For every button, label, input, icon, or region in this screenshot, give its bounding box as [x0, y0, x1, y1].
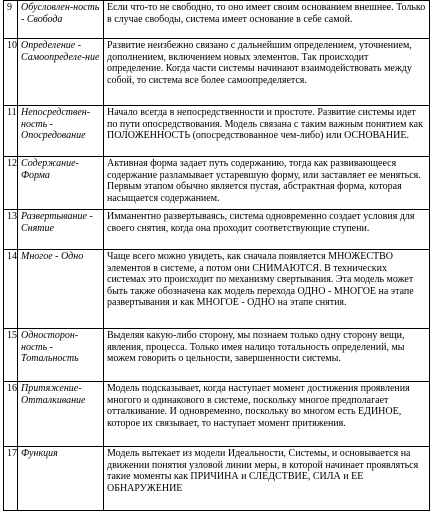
row-term: Содержание-Форма: [18, 157, 104, 210]
row-description: Развитие неизбежно связано с дальнейшим определением, уточнением, дополнением, включением новых элементов. Так происходит определение. Когда части системы начинают взаимодействовать между собой, то система все более самоопределяется.: [104, 39, 430, 106]
row-number: 10: [4, 39, 18, 106]
row-term: Функция: [18, 447, 104, 511]
row-term: Непосредствен-ность - Опосредование: [18, 106, 104, 157]
row-number: 14: [4, 250, 18, 329]
row-description: Если что-то не свободно, то оно имеет своим основанием внешнее. Только в случае свободы, система имеет основание в себе самой.: [104, 1, 430, 39]
table-row: [4, 106, 430, 157]
row-number: 13: [4, 210, 18, 250]
table-row: [4, 250, 430, 329]
row-description: Чаще всего можно увидеть, как сначала появляется МНОЖЕСТВО элементов в системе, а потом они СНИМАЮТСЯ. В технических системах это происходит по механизму свертывания. Эта модель может быть также обозначена как модель перехода ОДНО - МНОГОЕ на этапе развертывания и как МНОГОЕ - ОДНО на этапе снятия.: [104, 250, 430, 329]
row-description: Модель вытекает из модели Идеальности, Системы, и основывается на движении понятия узловой линии меры, в которой начинает проявляться такие моменты как ПРИЧИНА и СЛЕДСТВИЕ, СИЛА и ЕЕ ОБНАРУЖЕНИЕ: [104, 447, 430, 511]
row-description: Активная форма задает путь содержанию, тогда как развивающееся содержание разламывает устаревшую форму, или заставляет ее меняться. Первым этапом обычно является пустая, абстрактная форма, которая насыщается содержанием.: [104, 157, 430, 210]
row-number: 12: [4, 157, 18, 210]
table-row: [4, 447, 430, 511]
models-table: [3, 0, 430, 511]
row-description: Выделяя какую-либо сторону, мы познаем только одну сторону вещи, явления, процесса. Только имея налицо тотальность определений, мы можем говорить о цельности, завершенности системы.: [104, 329, 430, 382]
row-term: Обусловлен-ность - Свобода: [18, 1, 104, 39]
row-term: Притяжение-Отталкивание: [18, 382, 104, 447]
table-row: [4, 382, 430, 447]
row-term: Многое - Одно: [18, 250, 104, 329]
table-row: [4, 39, 430, 106]
row-number: 9: [4, 1, 18, 39]
row-term: Односторон-ность - Тотальность: [18, 329, 104, 382]
row-number: 16: [4, 382, 18, 447]
row-term: Определение - Самоопределе-ние: [18, 39, 104, 106]
table-row: [4, 157, 430, 210]
row-term: Развертывание - Снятие: [18, 210, 104, 250]
row-description: Начало всегда в непосредственности и простоте. Развитие системы идет по пути опосредствования. Модель связана с таким важным понятием как ПОЛОЖЕННОСТЬ (опосредствованное чем-либо) или ОСНОВАНИЕ.: [104, 106, 430, 157]
table-row: [4, 1, 430, 39]
row-number: 11: [4, 106, 18, 157]
table-row: [4, 329, 430, 382]
row-number: 17: [4, 447, 18, 511]
row-number: 15: [4, 329, 18, 382]
row-description: Модель подсказывает, когда наступает момент достижения проявления многого и одинакового в системе, поскольку многое предполагает отталкивание. И одновременно, поскольку во многом есть ЕДИНОЕ, которое их связывает, то наступает момент притяжения.: [104, 382, 430, 447]
table-row: [4, 210, 430, 250]
row-description: Имманентно развертываясь, система одновременно создает условия для своего снятия, когда она проходит соответствующие ступени.: [104, 210, 430, 250]
